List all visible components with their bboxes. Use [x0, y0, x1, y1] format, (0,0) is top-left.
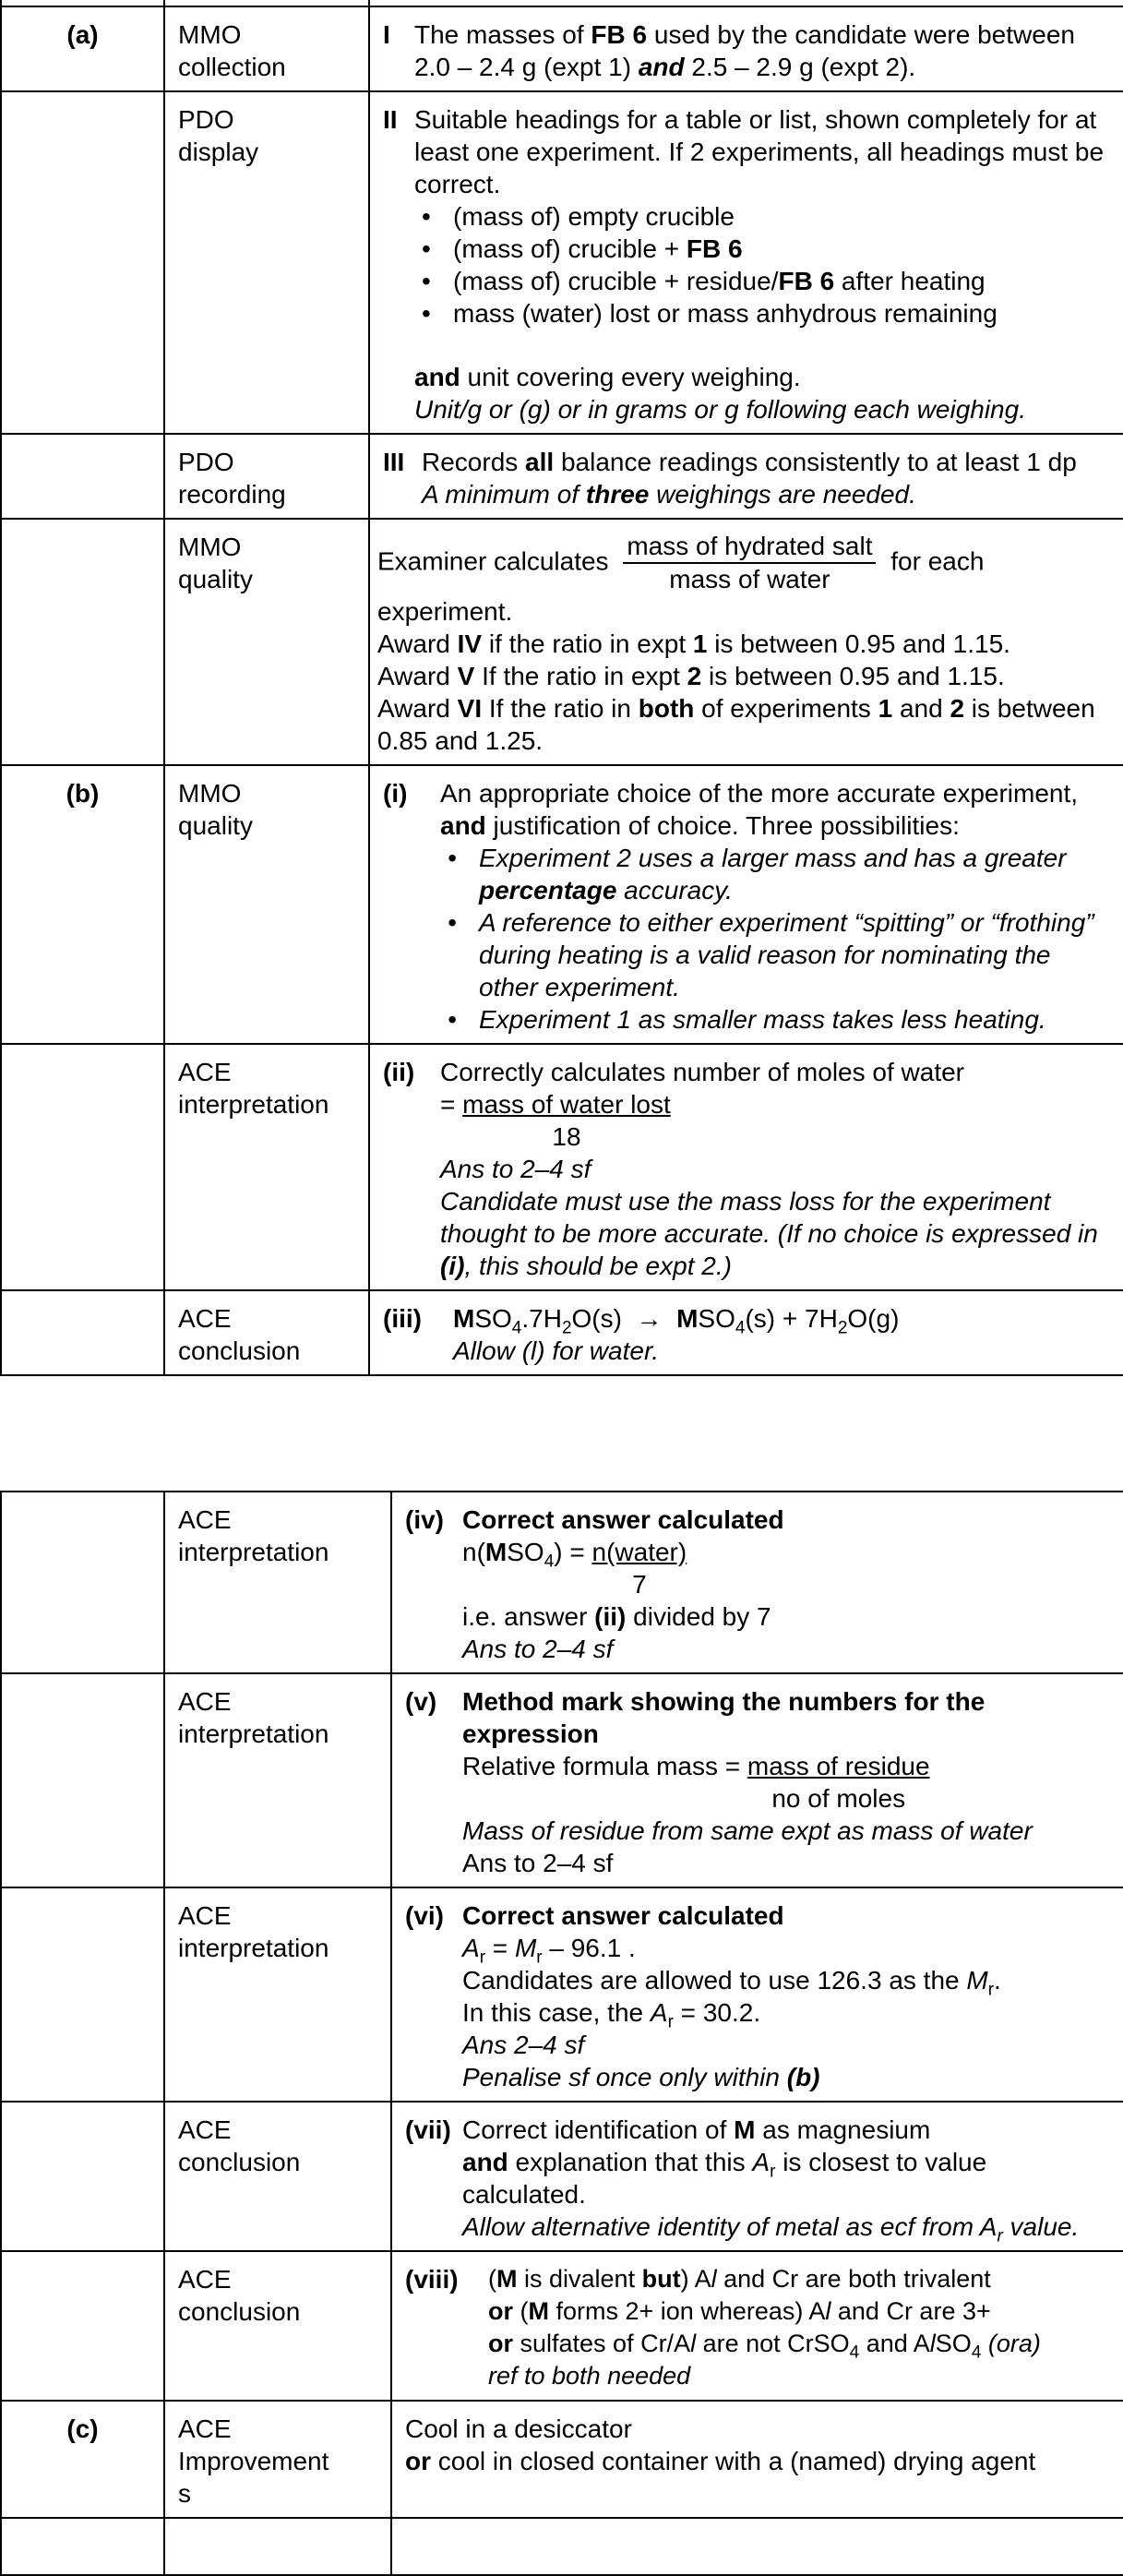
skill-cell: ACE conclusion: [164, 2102, 391, 2251]
ratio-expression: Examiner calculates $\frac{\text{mass of hydrated salt}}{\text{mass of water}}$ for each: [377, 532, 985, 593]
list-item: • (mass of) empty crucible: [414, 200, 1110, 233]
reaction-equation: $MSO_4.7H_2O(s) \to MSO_4(s) + 7H_2O(g)$: [453, 1304, 900, 1338]
criteria-cell: Examiner calculates $\frac{\text{mass of hydrated salt}}{\text{mass of water}}$ for each experiment. Award IV if the ratio in expt 1 is between 0.95 and 1.15. Award V If the ratio in expt 2 is between 0.95 and 1.15. Award VI If the ratio in both of experiments 1 and 2 is between 0.85 and 1.25.: [369, 519, 1123, 765]
list-item: • (mass of) crucible + FB 6: [414, 233, 1110, 265]
skill-cell: ACE conclusion: [164, 1290, 369, 1375]
skill-cell: MMO quality: [164, 519, 369, 765]
list-item: • Experiment 1 as smaller mass takes less heating.: [440, 1003, 1110, 1036]
ratio-fraction: $\frac{\text{mass of hydrated salt}}{\text{mass of water}}$: [623, 531, 876, 595]
row-a-quality: [1, 519, 1123, 765]
criteria-cell: (ii) Correctly calculates number of moles of water = mass of water lost 18 Ans to 2–4 sf Candidate must use the mass loss for the experiment thought to be more accurate. (If no choice is expressed in (i), this should be expt 2.): [369, 1044, 1123, 1290]
criteria-cell: I The masses of FB 6 used by the candidate were between 2.0 – 2.4 g (expt 1) and 2.5 – 2.9 g (expt 2).: [369, 6, 1123, 91]
moles-salt-expression: $n(MSO_4)$ = n(water) 7: [462, 1538, 687, 1599]
row-b-viii: [1, 2251, 1123, 2401]
row-b-v: [1, 1673, 1123, 1887]
criteria-cell: (viii) (M is divalent but) Al and Cr are both trivalent or (M forms 2+ ion whereas) Al and Cr are 3+ or sulfates of Cr/Al are not CrSO$_4$ and AlSO$_4$ (ora) ref to both needed: [391, 2251, 1123, 2401]
skill-cell: MMO quality: [164, 765, 369, 1044]
skill-cell: PDO display: [164, 91, 369, 434]
skill-cell: PDO recording: [164, 434, 369, 519]
criteria-cell: III Records all balance readings consistently to at least 1 dp A minimum of three weighings are needed.: [369, 434, 1123, 519]
criteria-cell: Cool in a desiccator or cool in closed container with a (named) drying agent: [391, 2401, 1123, 2518]
skill-cell: ACE Improvement s: [164, 2401, 391, 2518]
table-bottom-edge: [1, 2518, 1123, 2575]
row-b-vi: [1, 1887, 1123, 2102]
row-a-II: [1, 91, 1123, 434]
criteria-cell: (vii) Correct identification of M as magnesium and explanation that this $A_r$ is closest to value calculated. Allow alternative identity of metal as ecf from $A_r$ value.: [391, 2102, 1123, 2251]
skill-cell: ACE interpretation: [164, 1887, 391, 2102]
list-item: • A reference to either experiment “spitting” or “frothing” during heating is a valid reason for nominating the other experiment.: [440, 906, 1110, 1003]
part-label-c: (c): [1, 2401, 164, 2518]
list-item: • Experiment 2 uses a larger mass and has a greater percentage accuracy.: [440, 842, 1110, 906]
row-c: [1, 2401, 1123, 2518]
possibilities-list: [440, 842, 1110, 1036]
ar-expression: $A_r = M_r - 96.1$ .: [462, 1934, 636, 1968]
skill-cell: MMO collection: [164, 6, 369, 91]
criteria-cell: (vi) Correct answer calculated $A_r = M_r - 96.1$ . Candidates are allowed to use 126.3 as the $M_r$. In this case, the $A_r = 30.2$. Ans 2–4 sf Penalise sf once only within (b): [391, 1887, 1123, 2102]
skill-cell: ACE interpretation: [164, 1673, 391, 1887]
part-label-a: (a): [1, 6, 164, 91]
mark-scheme-table-2: [0, 1491, 1123, 2576]
row-b-iv: [1, 1492, 1123, 1673]
criteria-cell: (v) Method mark showing the numbers for the expression Relative formula mass = mass of residue no of moles Mass of residue from same expt as mass of water Ans to 2–4 sf: [391, 1673, 1123, 1887]
list-item: • (mass of) crucible + residue/FB 6 after heating: [414, 265, 1110, 297]
row-b-ii: [1, 1044, 1123, 1290]
skill-cell: ACE interpretation: [164, 1044, 369, 1290]
row-b-i: [1, 765, 1123, 1044]
list-item: • mass (water) lost or mass anhydrous remaining: [414, 297, 1110, 329]
criteria-cell: II Suitable headings for a table or list, shown completely for at least one experiment. If 2 experiments, all headings must be correct. • (mass of) empty crucible • (mass of) crucible + FB 6 • (mass of) crucible + residue/FB 6 after heating • mass (water) lost or mass anhydrous remaining and unit covering every weighing. Unit/g or (g) or in grams or g following each weighing.: [369, 91, 1123, 434]
row-a-III: [1, 434, 1123, 519]
row-a-I: [1, 6, 1123, 91]
criteria-cell: (i) An appropriate choice of the more accurate experiment, and justification of choice. Three possibilities: • Experiment 2 uses a larger mass and has a greater percentage accuracy. • A reference to either experiment “spitting” or “frothing” during heating is a valid reason for nominating the other experiment. • Experiment 1 as smaller mass takes less heating.: [369, 765, 1123, 1044]
row-b-vii: [1, 2102, 1123, 2251]
row-b-iii: [1, 1290, 1123, 1375]
headings-list: [414, 200, 1110, 329]
criteria-cell: (iii) $MSO_4.7H_2O(s) \to MSO_4(s) + 7H_2O(g)$ Allow (l) for water.: [369, 1290, 1123, 1375]
skill-cell: ACE conclusion: [164, 2251, 391, 2401]
table-top-edge: [1, 0, 1123, 6]
skill-cell: ACE interpretation: [164, 1492, 391, 1673]
moles-water-fraction: = mass of water lost 18: [440, 1090, 671, 1151]
part-label-b: (b): [1, 765, 164, 1044]
formula-mass-expression: Relative formula mass = mass of residue no of moles: [462, 1752, 930, 1813]
criteria-cell: (iv) Correct answer calculated $n(MSO_4)$ = n(water) 7 i.e. answer (ii) divided by 7 Ans to 2–4 sf: [391, 1492, 1123, 1673]
